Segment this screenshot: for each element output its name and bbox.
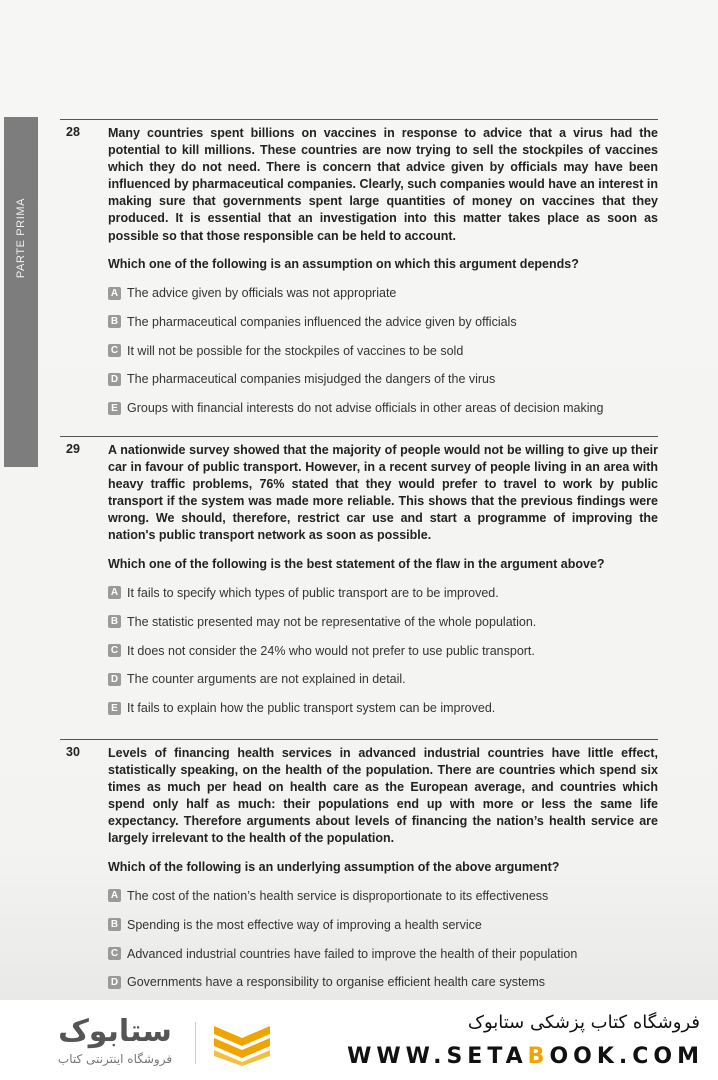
side-tab-label: PARTE PRIMA [15, 197, 27, 279]
answer-option-c[interactable] [108, 336, 658, 365]
option-letter-badge: C [108, 344, 121, 357]
answer-option-a[interactable] [108, 882, 658, 911]
store-logo-subtext: فروشگاه اینترنتی کتاب [57, 1052, 173, 1066]
option-letter-badge: B [108, 918, 121, 931]
option-letter-badge: D [108, 373, 121, 386]
option-letter-badge: A [108, 586, 121, 599]
option-letter-badge: E [108, 702, 121, 715]
answer-option-e[interactable] [108, 394, 658, 423]
option-text: The cost of the nation’s health service is disproportionate to its effectiveness [127, 888, 549, 903]
question-number: 28 [66, 125, 80, 139]
option-letter-badge: E [108, 402, 121, 415]
answer-option-d[interactable] [108, 365, 658, 394]
option-text: The advice given by officials was not appropriate [127, 286, 397, 301]
answer-option-e[interactable] [108, 694, 658, 723]
question-passage: Levels of financing health services in advanced industrial countries have little effect, statistically speaking, on the health of the population. There are countries which spend six times as much per head on health care as the European average, and countries which spend only half as much: their populations end up with more or less the same life expectancy. Therefore arguments about levels of financing the nation’s health service are largely irrelevant to the health of the population. [108, 746, 658, 846]
question-block-29 [60, 436, 658, 723]
question-block-30 [60, 739, 658, 997]
store-url[interactable] [347, 1044, 704, 1069]
url-accent-letter: B [527, 1044, 550, 1069]
option-text: The pharmaceutical companies misjudged the dangers of the virus [127, 372, 496, 387]
option-letter-badge: C [108, 947, 121, 960]
option-text: Spending is the most effective way of improving a health service [127, 917, 482, 932]
answer-option-a[interactable] [108, 579, 658, 608]
option-text: Groups with financial interests do not advise officials in other areas of decision making [127, 401, 604, 416]
option-text: It fails to specify which types of public transport are to be improved. [127, 585, 499, 600]
answer-option-c[interactable] [108, 636, 658, 665]
option-text: The statistic presented may not be representative of the whole population. [127, 614, 537, 629]
option-letter-badge: D [108, 976, 121, 989]
answer-option-c[interactable] [108, 939, 658, 968]
divider [60, 739, 658, 740]
question-number: 30 [66, 745, 80, 759]
question-prompt: Which one of the following is an assumption on which this argument depends? [108, 256, 579, 271]
answer-option-b[interactable] [108, 910, 658, 939]
option-letter-badge: B [108, 615, 121, 628]
answer-options [108, 882, 658, 997]
option-letter-badge: A [108, 889, 121, 902]
store-name: فروشگاه کتاب پزشکی ستابوک [467, 1012, 700, 1033]
option-text: Advanced industrial countries have failed to improve the health of their population [127, 946, 578, 961]
url-part: OOK.COM [549, 1044, 704, 1069]
question-passage: Many countries spent billions on vaccines in response to advice that a virus had the potential to kill millions. These countries are now trying to sell the stockpiles of vaccines which they do not need. There is concern that advice given by officials may have been influenced by pharmaceutical companies. Clearly, such companies would have an interest in making sure that governments spent large quantities of money on vaccines that they produced. It is essential that an investigation into this matter takes place as soon as possible so that those responsible can be held to account. [108, 126, 658, 243]
answer-options [108, 279, 658, 423]
option-letter-badge: C [108, 644, 121, 657]
option-text: The pharmaceutical companies influenced the advice given by officials [127, 314, 517, 329]
footer-divider [195, 1022, 196, 1064]
book-stack-logo-icon [210, 1018, 274, 1066]
section-side-tab [4, 117, 38, 467]
answer-option-d[interactable] [108, 665, 658, 694]
url-part: WWW.SETA [347, 1044, 528, 1069]
answer-option-a[interactable] [108, 279, 658, 308]
watermark-footer [0, 1000, 718, 1080]
answer-option-b[interactable] [108, 607, 658, 636]
option-text: The counter arguments are not explained in detail. [127, 672, 406, 687]
divider [60, 119, 658, 120]
question-passage: A nationwide survey showed that the majority of people would not be willing to give up their car in favour of public transport. However, in a recent survey of people living in an area with heavy traffic problems, 76% stated that they would prefer to travel to work by public transport if the system was made more reliable. This shows that the previous findings were wrong. We should, therefore, restrict car use and start a programme of improving the nation's public transport network as soon as possible. [108, 443, 658, 543]
question-block-28 [60, 119, 658, 423]
option-text: It does not consider the 24% who would not prefer to use public transport. [127, 643, 535, 658]
answer-options [108, 579, 658, 723]
option-letter-badge: D [108, 673, 121, 686]
option-text: It fails to explain how the public transport system can be improved. [127, 701, 496, 716]
divider [60, 436, 658, 437]
option-letter-badge: A [108, 287, 121, 300]
question-prompt: Which one of the following is the best statement of the flaw in the argument above? [108, 556, 605, 571]
store-logo-text: ستابوک [58, 1014, 172, 1049]
answer-option-b[interactable] [108, 307, 658, 336]
question-number: 29 [66, 442, 80, 456]
question-prompt: Which of the following is an underlying assumption of the above argument? [108, 859, 560, 874]
option-text: Governments have a responsibility to organise efficient health care systems [127, 975, 546, 990]
option-text: It will not be possible for the stockpiles of vaccines to be sold [127, 343, 464, 358]
answer-option-d[interactable] [108, 968, 658, 997]
option-letter-badge: B [108, 315, 121, 328]
